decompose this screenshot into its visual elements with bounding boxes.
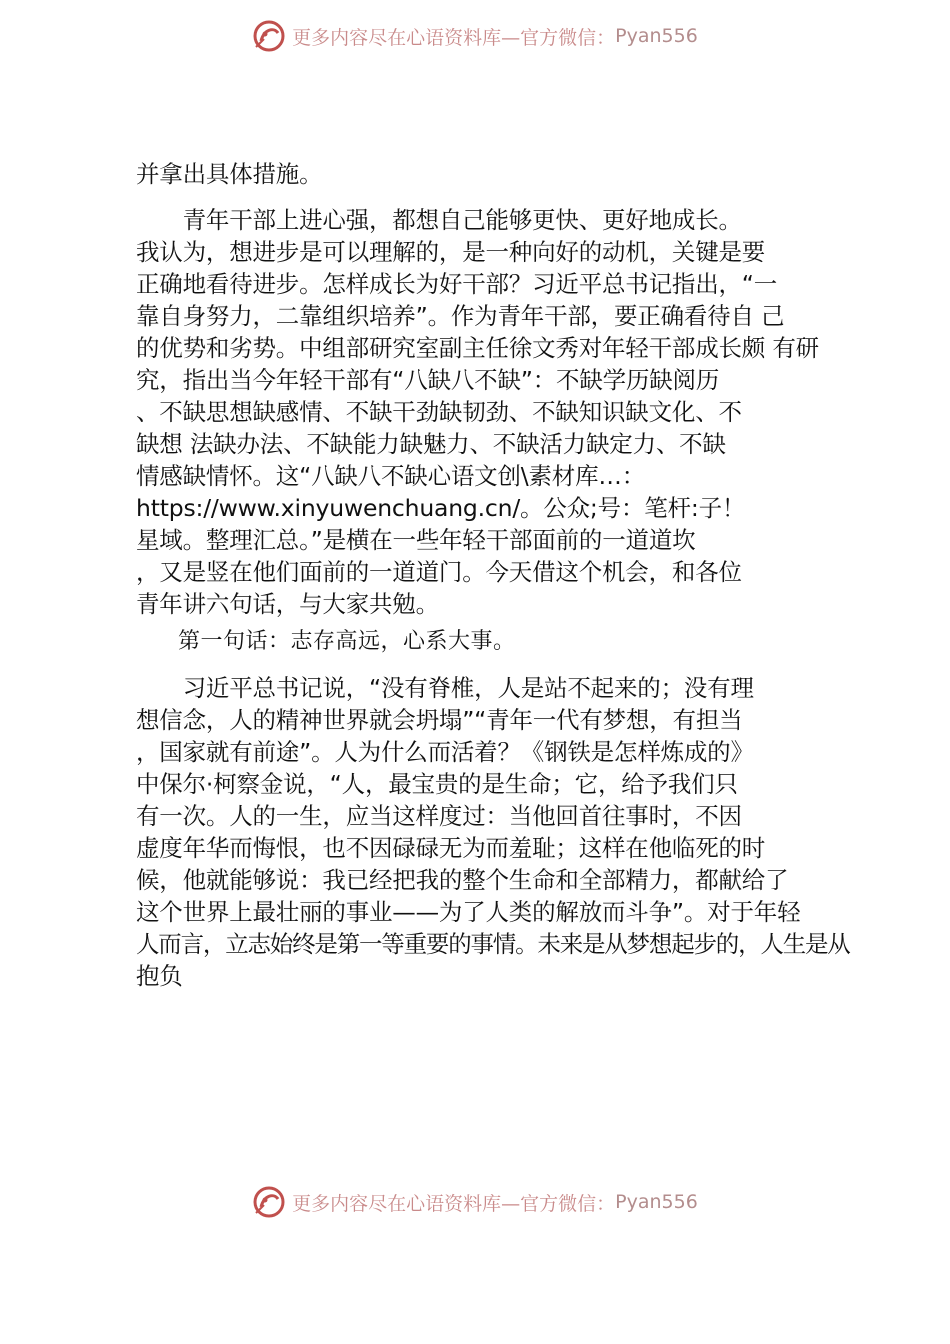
text-line: 习近平总书记说，“没有脊椎，人是站不起来的；没有理 <box>136 674 754 702</box>
seal-logo-icon <box>252 19 286 53</box>
watermark-text: 更多内容尽在心语资料库—官方微信： <box>292 1192 616 1215</box>
watermark-wechat: Pyan556 <box>615 1191 698 1213</box>
text-line: 情感缺情怀。这“八缺八不缺心语文创\素材库…： <box>136 462 645 490</box>
text-line: 、不缺思想缺感情、不缺干劲缺韧劲、不缺知识缺文化、不 <box>136 398 742 426</box>
text-line: 并拿出具体措施。 <box>136 160 323 188</box>
text-line: 虚度年华而悔恨，也不因碌碌无为而羞耻；这样在他临死的时 <box>136 834 766 862</box>
document-body <box>136 158 850 992</box>
text-line: 青年干部上进心强，都想自己能够更快、更好地成长。 <box>136 206 742 234</box>
text-line: 中保尔·柯察金说，“人，最宝贵的是生命；它，给予我们只 <box>136 770 738 798</box>
footer-watermark <box>0 1182 950 1222</box>
text-line: 缺想 法缺办法、不缺能力缺魅力、不缺活力缺定力、不缺 <box>136 430 726 458</box>
section-heading: 第一句话：志存高远，心系大事。 <box>178 629 516 654</box>
paragraph-3 <box>136 672 850 992</box>
text-line: 有一次。人的一生，应当这样度过：当他回首往事时，不因 <box>136 802 742 830</box>
text-line: 靠自身努力，二靠组织培养”。作为青年干部，要正确看待自 己 <box>136 302 785 330</box>
text-line: 星域。整理汇总。”是横在一些年轻干部面前的一道道坎 <box>136 526 696 554</box>
text-line: 候，他就能够说：我已经把我的整个生命和全部精力，都献给了 <box>136 866 789 894</box>
paragraph-1 <box>136 158 826 190</box>
text-line: 究，指出当今年轻干部有“八缺八不缺”：不缺学历缺阅历 <box>136 366 720 394</box>
text-line: https://www.xinyuwenchuang.cn/。公众;号：笔杆:子！ <box>136 494 746 522</box>
paragraph-2 <box>136 204 826 620</box>
text-line: 想信念，人的精神世界就会坍塌”“青年一代有梦想，有担当 <box>136 706 743 734</box>
text-line: ，国家就有前途”。人为什么而活着？《钢铁是怎样炼成的》 <box>136 738 754 766</box>
text-line: 人而言，立志始终是第一等重要的事情。未来是从梦想起步的，人生是从 <box>136 930 850 958</box>
text-line: 我认为，想进步是可以理解的，是一种向好的动机，关键是要 <box>136 238 766 266</box>
text-line: 的优势和劣势。中组部研究室副主任徐文秀对年轻干部成长颇 有研 <box>136 334 819 362</box>
text-line: 这个世界上最壮丽的事业——为了人类的解放而斗争”。对于年轻 <box>136 898 801 926</box>
watermark-wechat: Pyan556 <box>615 25 698 47</box>
seal-logo-icon <box>252 1185 286 1219</box>
text-line: 正确地看待进步。怎样成长为好干部？习近平总书记指出，“一 <box>136 270 778 298</box>
watermark-text: 更多内容尽在心语资料库—官方微信： <box>292 26 616 49</box>
text-line: 抱负 <box>136 962 183 990</box>
text-line: 青年讲六句话，与大家共勉。 <box>136 590 439 618</box>
header-watermark <box>0 16 950 56</box>
text-line: ，又是竖在他们面前的一道道门。今天借这个机会，和各位 <box>136 558 742 586</box>
